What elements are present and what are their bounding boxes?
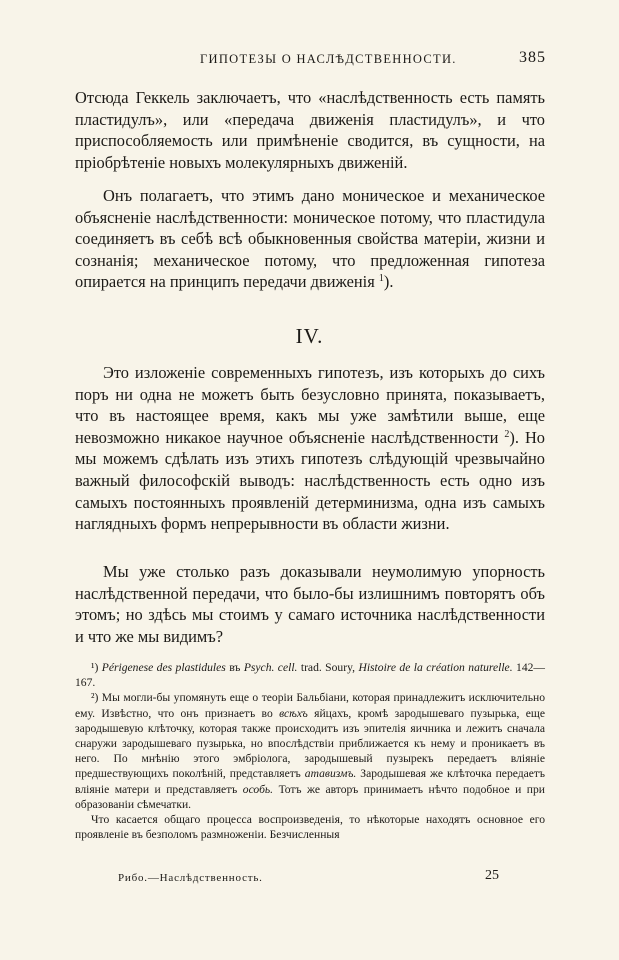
footnote-1-journal: Psych. cell. <box>243 661 298 674</box>
signature-number: 25 <box>485 868 499 883</box>
footnote-ref-2: 2 <box>504 428 510 440</box>
page-number: 385 <box>519 49 546 66</box>
footnote-2-part-c: Зародышевая же клѣточка передаетъ вліяніе матери и представляетъ <box>75 767 545 796</box>
footnote-2-part-b: яйцахъ, кромѣ зародышеваго пузырька, еще зародышевую клѣточку, которая также происходитъ изъ эпителія яичника и лежитъ сначала снаружи зародышеваго пузырька, но впослѣдствіи приближается къ нему и проникаетъ въ него. По мнѣнію этого эмбріолога, зародышевый пузырекъ передаетъ вліяніе предшествующихъ поколѣній, представляетъ <box>75 706 545 781</box>
paragraph-3-body: Это изложеніе современныхъ гипотезъ, изъ которыхъ до сихъ поръ ни одна не можетъ быть безусловно принята, показываетъ, что въ настоящее время, какъ мы уже замѣтили выше, еще невозможно никакое научное объясненіе наслѣдственности <box>75 363 545 447</box>
paragraph-2 <box>75 185 545 293</box>
footnote-2-part-a: Мы могли-бы упомянуть еще о теоріи Бальбіани, которая принадлежитъ исключительно ему. Извѣстно, что онъ признаетъ во <box>75 691 545 720</box>
paragraph-3-rest: ). Но мы можемъ сдѣлать изъ этихъ гипотезъ слѣдующій чрезвычайно важный философскій выводъ: наслѣдственность есть одно изъ самыхъ постоянныхъ проявленій детерминизма, одна изъ самыхъ наглядныхъ формъ непрерывности въ области жизни. <box>75 427 545 534</box>
footnote-1-book: Histoire de la création naturelle. <box>358 661 513 674</box>
footnotes <box>75 660 545 842</box>
footnote-1-trans: trad. Soury, <box>297 661 359 674</box>
footnote-2 <box>75 690 545 812</box>
paragraph-2-end: ). <box>383 272 394 292</box>
footnote-1-mark: ¹) <box>91 661 99 674</box>
footnote-2-part-d: Тотъ же авторъ принимаетъ нѣчто подобное и при образованіи сѣмечатки. <box>75 782 545 811</box>
paragraph-1-text: Отсюда Геккель заключаетъ, что «наслѣдственность есть память пластидулъ», или «передача движенія пластидулъ», и что приспособляемость или примѣненіе сводится, въ сущности, на пріобрѣтеніе новыхъ молекулярныхъ движеній. <box>75 88 545 172</box>
footnote-2-emphasis-1: всѣхъ <box>279 706 308 720</box>
footnote-2-continuation: Что касается общаго процесса воспроизведенія, то нѣкоторые находятъ основное его проявленіе въ безполомъ размноженіи. Безчисленныя <box>75 813 545 842</box>
paragraph-4 <box>75 561 545 647</box>
footnote-1-pages: 142—167. <box>75 661 546 690</box>
footnote-ref-1: 1 <box>378 273 384 285</box>
section-heading: IV. <box>295 324 324 348</box>
footnote-1 <box>75 660 545 690</box>
paragraph-3-text <box>75 362 545 535</box>
running-head: ГИПОТЕЗЫ О НАСЛѢДСТВЕННОСТИ. <box>200 52 457 66</box>
footnote-1-mid: въ <box>225 661 244 674</box>
footnote-2-mark: ²) <box>91 691 99 705</box>
footnote-2-emphasis-3: особь. <box>242 782 274 796</box>
paragraph-2-text <box>75 185 545 293</box>
paragraph-3 <box>75 362 545 535</box>
footnote-1-title: Périgenese des plastidules <box>101 661 226 674</box>
paragraph-2-body: Онъ полагаетъ, что этимъ дано моническое и механическое объясненіе наслѣдственности: моническое потому, что пластидула соединяетъ въ себѣ всѣ обыкновенныя свойства матеріи, жизни и сознанія; механическое потому, что предложенная гипотеза опирается на принципъ передачи движенія <box>75 186 545 292</box>
footnote-2-emphasis-2: атавизмъ. <box>304 767 357 781</box>
paragraph-4-text: Мы уже столько разъ доказывали неумолимую упорность наслѣдственной передачи, что было-бы излишнимъ повторятъ объ этомъ; но здѣсь мы стоимъ у самаго источника наслѣдственности и что же мы видимъ? <box>75 562 545 646</box>
signature-mark: Рибо.—Наслѣдственность. <box>118 872 263 884</box>
paragraph-1 <box>75 87 545 173</box>
